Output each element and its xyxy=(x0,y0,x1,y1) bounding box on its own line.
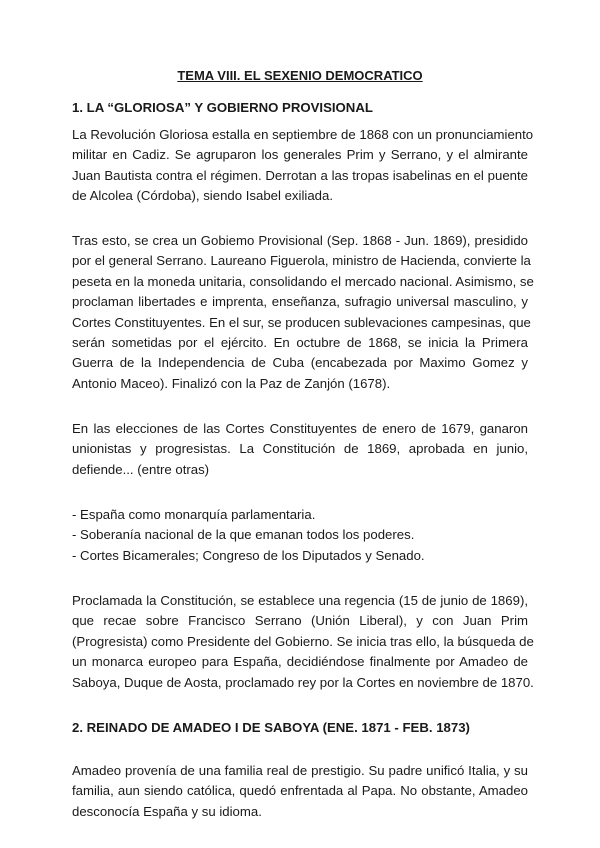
text-line: Cortes Constituyentes. En el sur, se producen sublevaciones campesinas, que xyxy=(72,314,531,330)
text-line: defiende... (entre otras) xyxy=(72,461,210,477)
text-line: (Progresista) como Presidente del Gobierno. Se inicia tras ello, la búsqueda de xyxy=(72,633,534,649)
list-item: - Soberanía nacional de la que emanan todos los poderes. xyxy=(72,527,415,543)
text-line: Amadeo provenía de una familia real de prestigio. Su padre unificó Italia, y su xyxy=(72,763,528,778)
text-line: serán sometidas por el ejército. En octubre de 1868, se inicia la Primera xyxy=(72,334,528,350)
document-title: TEMA VIII. EL SEXENIO DEMOCRATICO xyxy=(177,68,423,83)
text-line: militar en Cadiz. Se agruparon los generales Prim y Serrano, y el almirante xyxy=(72,147,528,163)
section-heading-2: 2. REINADO DE AMADEO I DE SABOYA (ENE. 1871 - FEB. 1873) xyxy=(72,720,470,735)
bullet-list xyxy=(72,505,528,566)
text-line: En las elecciones de las Cortes Constituyentes de enero de 1679, ganaron xyxy=(72,421,528,436)
list-item: - España como monarquía parlamentaria. xyxy=(72,507,316,522)
text-line: peseta en la moneda unitaria, consolidando el mercado nacional. Asimismo, se xyxy=(72,273,534,289)
text-line: Juan Bautista contra el régimen. Derrotan a las tropas isabelinas en el puente xyxy=(72,167,528,183)
text-line: familia, aun siendo católica, quedó enfrentada al Papa. No obstante, Amadeo xyxy=(72,783,528,799)
paragraph xyxy=(72,761,528,822)
text-line: proclaman libertades e imprenta, enseñanza, sufragio universal masculino, y xyxy=(72,294,528,310)
text-line: de Alcolea (Córdoba), siendo Isabel exiliada. xyxy=(72,188,333,204)
text-line: Antonio Maceo). Finalizó con la Paz de Zanjón (1678). xyxy=(72,375,391,391)
text-line: un monarca europeo para España, decidiéndose finalmente por Amadeo de xyxy=(72,654,528,670)
paragraph xyxy=(72,419,528,480)
text-line: por el general Serrano. Laureano Figuerola, ministro de Hacienda, convierte la xyxy=(72,253,531,269)
paragraph xyxy=(72,125,534,207)
text-line: La Revolución Gloriosa estalla en septiembre de 1868 con un pronunciamiento xyxy=(72,127,534,142)
text-line: que recae sobre Francisco Serrano (Unión Liberal), y con Juan Prim xyxy=(72,613,528,629)
text-line: Tras esto, se crea un Gobiemo Provisional (Sep. 1868 - Jun. 1869), presidido xyxy=(72,233,528,248)
list-item: - Cortes Bicamerales; Congreso de los Diputados y Senado. xyxy=(72,547,425,563)
text-line: Proclamada la Constitución, se establece una regencia (15 de junio de 1869), xyxy=(72,593,528,608)
text-line: desconocía España y su idioma. xyxy=(72,803,262,819)
paragraph xyxy=(72,591,534,693)
paragraph xyxy=(72,231,534,394)
text-line: Saboya, Duque de Aosta, proclamado rey por la Cortes en noviembre de 1870. xyxy=(72,674,534,690)
text-line: unionistas y progresistas. La Constitución de 1869, aprobada en junio, xyxy=(72,441,528,457)
section-heading-1: 1. LA “GLORIOSA” Y GOBIERNO PROVISIONAL xyxy=(72,100,373,115)
text-line: Guerra de la Independencia de Cuba (encabezada por Maximo Gomez y xyxy=(72,355,528,371)
